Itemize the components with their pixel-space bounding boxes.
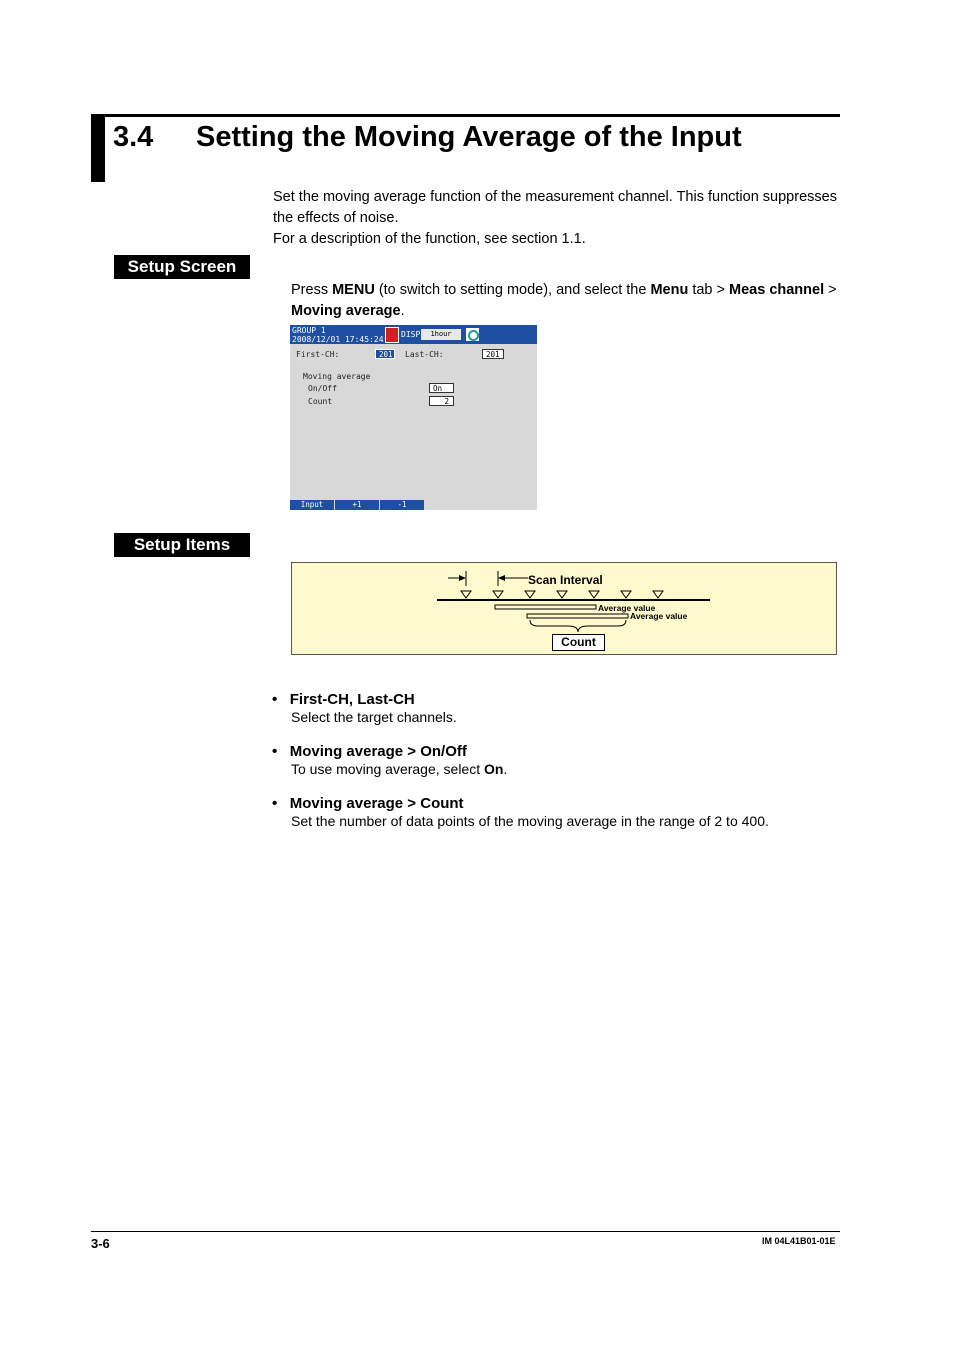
page-number: 3-6 [91,1236,110,1251]
device-screen [290,325,537,510]
device-status-bar [290,325,537,344]
setup-screen-label: Setup Screen [114,255,250,279]
item-onoff [272,743,507,777]
average-bar-2 [527,614,628,618]
item-description [291,761,507,777]
soft-key-bar [290,500,425,510]
section-title: Setting the Moving Average of the Input [196,121,742,153]
device-datetime: 2008/12/01 17:45:24 [292,335,384,344]
soft-key-input[interactable]: Input [290,500,334,510]
section-number: 3.4 [113,121,154,153]
count-label: Count [308,397,333,406]
sample-markers [461,591,663,598]
scan-interval-label: Scan Interval [528,573,603,587]
last-ch-field[interactable]: 201 [482,349,504,359]
intro-line-1: Set the moving average function of the measurement channel. This function suppresses [273,189,837,205]
onoff-label: On/Off [308,384,337,393]
instr-meas-channel: Meas channel [729,282,825,298]
document-id: IM 04L41B01-01E [762,1236,836,1246]
onoff-field[interactable]: On [429,383,454,393]
item-heading: First-CH, Last-CH [289,691,415,708]
first-ch-field[interactable]: 201 [375,349,395,359]
intro-paragraph [273,187,837,250]
setup-items-label: Setup Items [114,533,250,557]
item-desc-on: On [484,761,504,777]
instr-text: tab > [688,282,730,298]
last-ch-label: Last-CH: [405,350,444,359]
interval-arrowhead-right [498,575,505,581]
item-description: Select the target channels. [291,709,457,725]
average-bar-1 [495,605,596,609]
header-rule [105,114,840,117]
soft-key-plus1[interactable]: +1 [335,500,379,510]
footer-rule [91,1231,840,1232]
clock-icon [465,327,480,342]
instr-menu-key: MENU [332,282,375,298]
intro-line-2: the effects of noise. [273,210,399,226]
interval-arrowhead-left [459,575,466,581]
device-group: GROUP 1 [292,326,326,335]
instr-menu-tab: Menu [650,282,689,298]
bullet: • [272,691,290,708]
bullet: • [272,795,290,812]
bullet: • [272,743,290,760]
item-desc-text: . [503,761,508,777]
moving-average-diagram [291,562,837,655]
count-brace [530,620,626,632]
item-heading: Moving average > On/Off [289,743,467,760]
memory-status-icon [385,327,399,343]
instr-moving-average: Moving average [291,303,401,319]
section-marker-bar [91,114,105,182]
instr-text: Press [291,282,333,298]
item-desc-text: To use moving average, select [291,761,484,777]
count-box: Count [552,634,605,651]
instr-text: (to switch to setting mode), and select the [374,282,651,298]
average-value-label-2: Average value [630,611,688,621]
item-count [272,795,769,829]
item-description: Set the number of data points of the moving average in the range of 2 to 400. [291,813,769,829]
count-field[interactable]: 2 [429,396,454,406]
time-span-indicator: 1hour [421,329,461,340]
first-ch-label: First-CH: [296,350,340,359]
device-disp-label: DISP [401,330,421,339]
average-value-label-1: Average value [598,603,656,613]
item-heading: Moving average > Count [289,795,464,812]
intro-line-3: For a description of the function, see section 1.1. [273,231,586,247]
soft-key-minus1[interactable]: -1 [380,500,424,510]
item-first-last-ch [272,691,457,725]
moving-average-section: Moving average [303,372,371,381]
setup-instruction [291,280,841,322]
instr-text: > [824,282,837,298]
instr-text: . [400,303,405,319]
